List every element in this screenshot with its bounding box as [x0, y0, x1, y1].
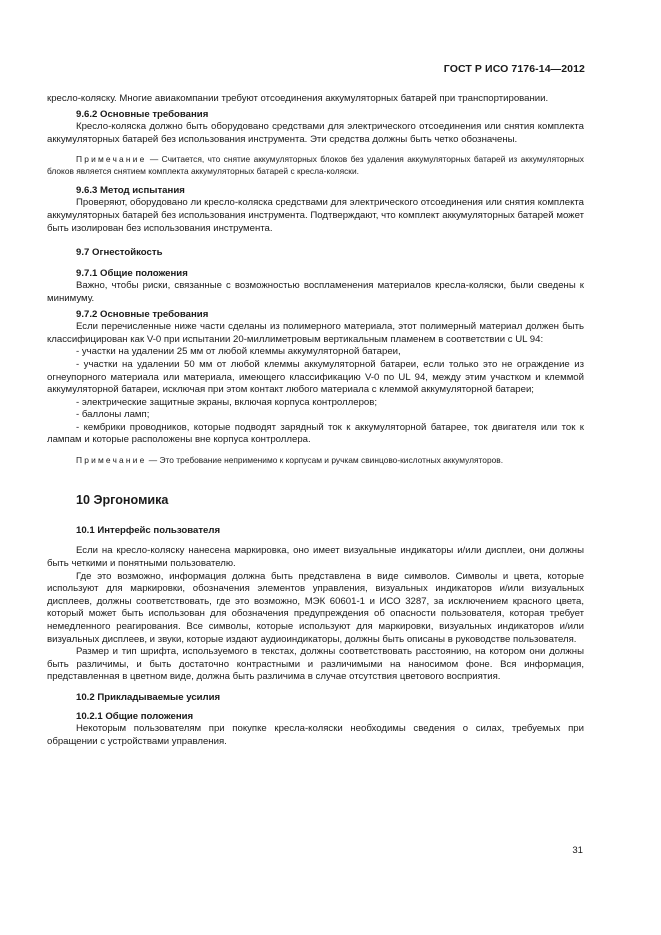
note-2-text: — Это требование неприменимо к корпусам и ручкам свинцово-кислотных аккумуляторов. [146, 455, 504, 466]
list-item: - кембрики проводников, которые подводят зарядный ток к аккумуляторной батарее, ток двигателя или ток к лампам и которые расположены вне корпуса контроллера. [47, 421, 584, 446]
list-item: - электрические защитные экраны, включая корпуса контроллеров; [76, 396, 378, 408]
heading-section-10: 10 Эргономика [76, 493, 169, 508]
list-item: - участки на удалении 50 мм от любой клеммы аккумуляторной батареи, если только это не ограждение из огнеупорного материала или материала, имеющего классификацию V-0 по UL 94, между этим участком и клеммой аккумуляторной батареи, исключая при этом контакт любого материала с клеммой аккумуляторной батареи; [47, 358, 584, 396]
list-item: - участки на удалении 25 мм от любой клеммы аккумуляторной батареи, [76, 346, 401, 358]
heading-10-2-1: 10.2.1 Общие положения [76, 710, 194, 722]
paragraph-10-1-c: Размер и тип шрифта, используемого в текстах, должны соответствовать расстоянию, на котором они должны быть различимы, и быть достаточно контрастными и различимыми на наносимом фоне. Вся информация, представленная в цветном виде, должна быть различима в случае отсутствия цветового восприятия. [47, 646, 584, 683]
note-1-label: Примечание [76, 154, 147, 165]
note-1-text: — Считается, что снятие аккумуляторных блоков без удаления аккумуляторных батарей из аккумуляторных блоков является снятием комплекта аккумуляторных батарей с кресла-коляски. [47, 154, 584, 176]
heading-9-6-2: 9.6.2 Основные требования [76, 108, 209, 120]
list-item: - баллоны ламп; [76, 409, 150, 421]
paragraph-9-6-2: Кресло-коляска должно быть оборудовано средствами для электрического отсоединения или снятия комплекта аккумуляторных батарей без использования инструмента. Эти средства должны быть четко обозначены. [47, 121, 584, 145]
paragraph-10-2-1: Некоторым пользователям при покупке кресла-коляски необходимы сведения о силах, требуемых при обращении с устройствами управления. [47, 723, 584, 747]
note-1 [47, 154, 584, 176]
paragraph-10-1-a: Если на кресло-коляску нанесена маркировка, оно имеет визуальные индикаторы и/или дисплеи, они должны быть четкими и понятными пользователю. [47, 545, 584, 570]
heading-10-1: 10.1 Интерфейс пользователя [76, 524, 221, 536]
note-2 [47, 455, 584, 466]
heading-10-2: 10.2 Прикладываемые усилия [76, 691, 221, 703]
document-code: ГОСТ Р ИСО 7176-14—2012 [443, 63, 585, 75]
paragraph-intro: кресло-коляску. Многие авиакомпании требуют отсоединения аккумуляторных батарей при транспортировании. [47, 93, 549, 104]
paragraph-10-1-b: Где это возможно, информация должна быть представлена в виде символов. Символы и цвета, которые используют для маркировки, обозначения элементов управления, визуальных индикаторов и/или визуальных дисплеев, должны соответствовать, где это возможно, МЭК 60601-1 и ИСО 3287, за исключением красного цвета, который может быть использован для обозначения предупреждения об опасности пользователя, которая требует немедленного реагирования. Все символы, которые используют для маркировки, визуальных индикаторов и/или визуальных дисплеев, и звуки, которые издают аудиоиндикаторы, должны быть описаны в руководстве пользователя. [47, 570, 584, 645]
page-body [47, 93, 584, 748]
paragraph-9-7-2: Если перечисленные ниже части сделаны из полимерного материала, этот полимерный материал должен быть классифицирован как V-0 при испытании 20-миллиметровым вертикальным пламенем в соответствии с UL 94: [47, 321, 584, 345]
heading-9-7: 9.7 Огнестойкость [76, 247, 163, 259]
heading-9-7-1: 9.7.1 Общие положения [76, 267, 188, 279]
paragraph-9-6-3: Проверяют, оборудовано ли кресло-коляска средствами для электрического отсоединения или снятия комплекта аккумуляторных батарей без использования инструмента. Подтверждают, что комплект аккумуляторных батарей может быть изолирован без использования инструмента. [47, 197, 584, 234]
heading-9-7-2: 9.7.2 Основные требования [76, 308, 209, 320]
note-2-label: Примечание [76, 455, 147, 466]
heading-9-6-3: 9.6.3 Метод испытания [76, 184, 185, 196]
paragraph-9-7-1: Важно, чтобы риски, связанные с возможностью воспламенения материалов кресла-коляски, были сведены к минимуму. [47, 280, 584, 304]
page-number: 31 [572, 845, 583, 856]
